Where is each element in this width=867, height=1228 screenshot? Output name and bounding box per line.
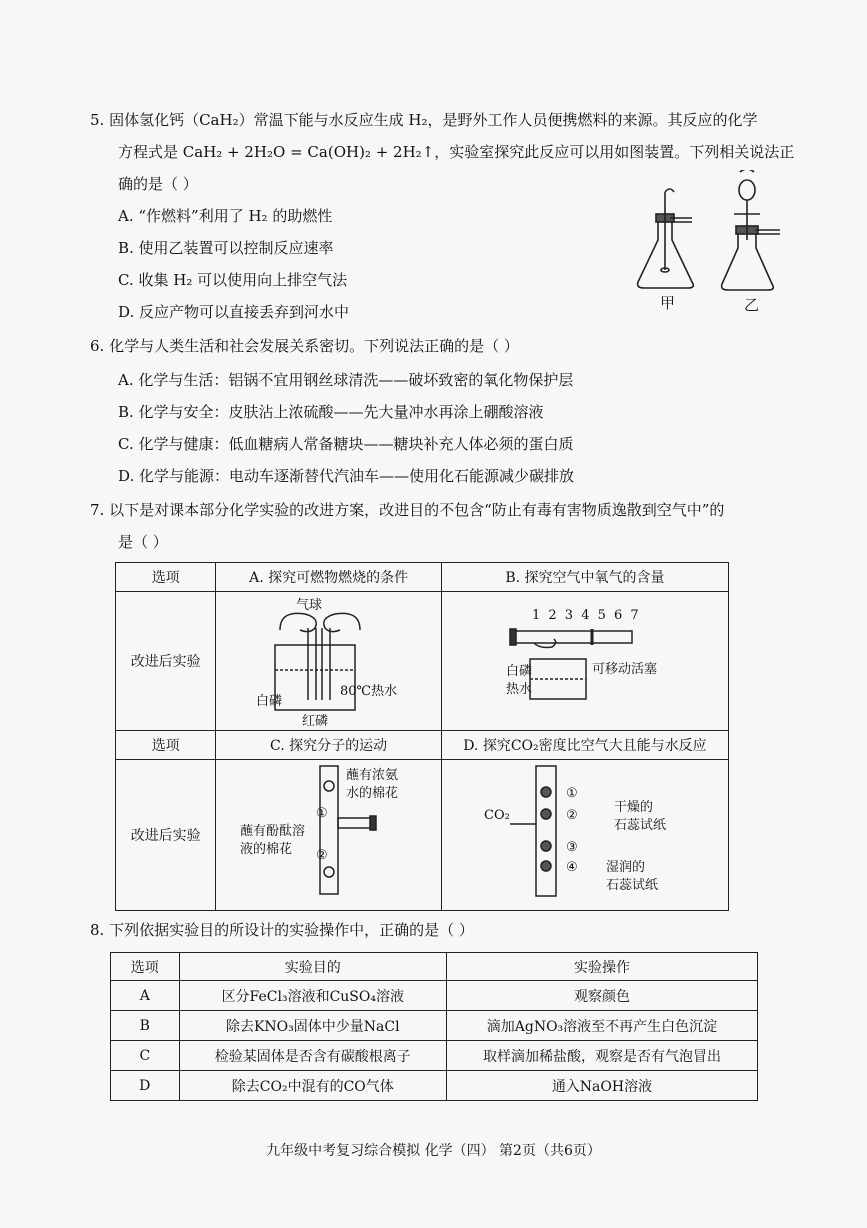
q7-header2-option: 选项 [116, 731, 216, 760]
fig-d-dry-label-2: 石蕊试纸 [614, 818, 667, 833]
q8-header-option: 选项 [111, 953, 180, 981]
fig-d-dry-label-1: 干燥的 [614, 800, 654, 815]
fig-a-white-p-label: 白磷 [256, 694, 283, 709]
flask-yi-icon [722, 170, 780, 290]
fig-c-side-label-2: 液的棉花 [240, 842, 293, 857]
q7-header-c: C. 探究分子的运动 [216, 731, 441, 760]
q8-row-b-purpose: 除去KNO₃固体中少量NaCl [179, 1011, 446, 1041]
q5-option-d: D. 反应产物可以直接丢弃到河水中 [118, 303, 350, 321]
q8-row-c-option: C [111, 1041, 180, 1071]
q5-line3: 确的是（ ） [118, 175, 198, 193]
fig-d-num-1: ① [566, 786, 578, 801]
q5-option-b: B. 使用乙装置可以控制反应速率 [118, 239, 334, 257]
q8-row-c-operation: 取样滴加稀盐酸，观察是否有气泡冒出 [446, 1041, 757, 1071]
q8-row-a-purpose: 区分FeCl₃溶液和CuSO₄溶液 [179, 981, 446, 1011]
fig-d-wet-label-2: 石蕊试纸 [606, 878, 659, 893]
flask-jia-label: 甲 [660, 294, 676, 312]
flask-apparatus-figure [630, 170, 800, 320]
flask-jia-icon [638, 189, 694, 288]
q8-row-d-operation: 通入NaOH溶液 [446, 1071, 757, 1101]
q8-row-b-option: B [111, 1011, 180, 1041]
fig-d-num-2: ② [566, 808, 578, 823]
q7-header-b: B. 探究空气中氧气的含量 [441, 563, 728, 592]
figure-d-co2-icon [510, 762, 590, 902]
fig-c-side-label-1: 蘸有酚酞溶 [240, 824, 306, 839]
fig-b-scale-label: 1 2 3 4 5 6 7 [532, 608, 641, 623]
q6-option-b: B. 化学与安全：皮肤沾上浓硫酸——先大量冲水再涂上硼酸溶液 [118, 403, 544, 421]
q8-row-d-option: D [111, 1071, 180, 1101]
fig-d-wet-label-1: 湿润的 [606, 860, 646, 875]
fig-c-num-2: ② [316, 848, 328, 863]
q6-option-a: A. 化学与生活：铝锅不宜用钢丝球清洗——破坏致密的氧化物保护层 [118, 371, 574, 389]
q8-stem: 8. 下列依据实验目的所设计的实验操作中，正确的是（ ） [90, 921, 474, 939]
q7-header-a: A. 探究可燃物燃烧的条件 [216, 563, 441, 592]
q8-row-a-option: A [111, 981, 180, 1011]
q5-option-a: A. “作燃料”利用了 H₂ 的助燃性 [118, 207, 333, 225]
q5-option-c: C. 收集 H₂ 可以使用向上排空气法 [118, 271, 348, 289]
q8-row-c-purpose: 检验某固体是否含有碳酸根离子 [179, 1041, 446, 1071]
fig-d-co2-label: CO₂ [484, 808, 510, 823]
fig-d-num-4: ④ [566, 860, 578, 875]
q7-header-d: D. 探究CO₂密度比空气大且能与水反应 [441, 731, 728, 760]
q8-row-a-operation: 观察颜色 [446, 981, 757, 1011]
q6-stem: 6. 化学与人类生活和社会发展关系密切。下列说法正确的是（ ） [90, 337, 519, 355]
q6-option-c: C. 化学与健康：低血糖病人常备糖块——糖块补充人体必须的蛋白质 [118, 435, 574, 453]
q8-header-purpose: 实验目的 [179, 953, 446, 981]
fig-b-piston-label: 可移动活塞 [592, 662, 658, 677]
q8-table [110, 952, 758, 1101]
page-footer: 九年级中考复习综合模拟 化学（四） 第2页（共6页） [266, 1143, 601, 1159]
fig-c-top-label-1: 蘸有浓氨 [346, 768, 399, 783]
fig-c-num-1: ① [316, 806, 328, 821]
q7-line1: 7. 以下是对课本部分化学实验的改进方案，改进目的不包含“防止有毒有害物质逸散到空气中”的 [90, 501, 725, 519]
flask-yi-label: 乙 [744, 296, 760, 314]
fig-a-red-p-label: 红磷 [302, 714, 329, 729]
q7-row2-label: 改进后实验 [116, 760, 216, 911]
q6-option-d: D. 化学与能源：电动车逐渐替代汽油车——使用化石能源减少碳排放 [118, 467, 575, 485]
fig-a-balloon-label: 气球 [296, 598, 323, 613]
q7-header-option: 选项 [116, 563, 216, 592]
q5-line1: 5. 固体氢化钙（CaH₂）常温下能与水反应生成 H₂，是野外工作人员便携燃料的来源。其反应的化学 [90, 111, 758, 129]
fig-a-hot-water-label: 80℃热水 [340, 684, 398, 699]
fig-b-hot-water-label: 热水 [506, 682, 533, 697]
q8-header-operation: 实验操作 [446, 953, 757, 981]
q7-line2: 是（ ） [118, 533, 168, 551]
fig-b-white-p-label: 白磷 [506, 664, 533, 679]
q7-row1-label: 改进后实验 [116, 592, 216, 731]
figure-a-combustion-icon [260, 600, 410, 720]
q8-row-d-purpose: 除去CO₂中混有的CO气体 [179, 1071, 446, 1101]
q5-line2: 方程式是 CaH₂ + 2H₂O = Ca(OH)₂ + 2H₂↑，实验室探究此反应可以用如图装置。下列相关说法正 [118, 143, 795, 161]
fig-c-top-label-2: 水的棉花 [346, 786, 399, 801]
fig-d-num-3: ③ [566, 840, 578, 855]
q8-row-b-operation: 滴加AgNO₃溶液至不再产生白色沉淀 [446, 1011, 757, 1041]
